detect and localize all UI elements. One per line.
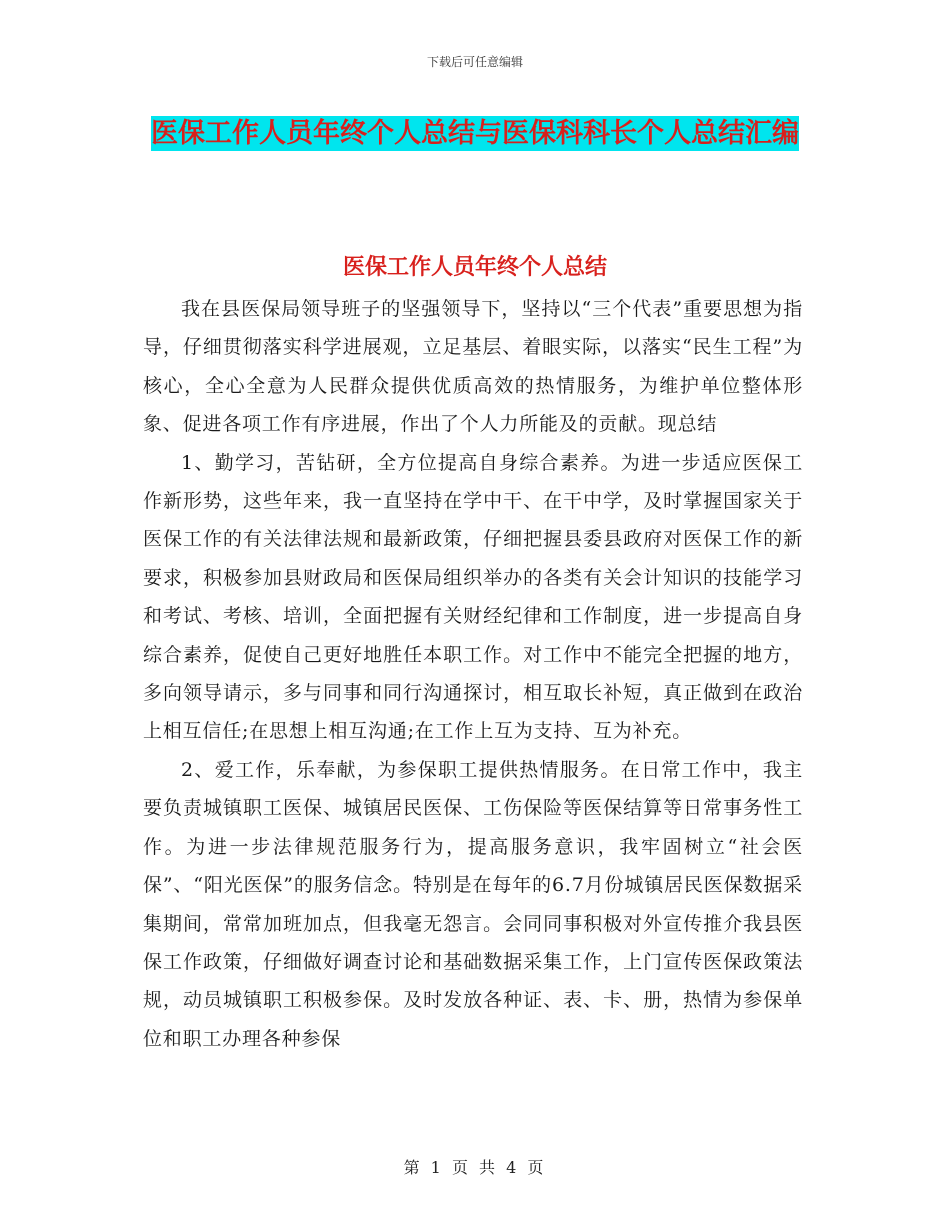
paragraph-work: 2、爱工作，乐奉献，为参保职工提供热情服务。在日常工作中，我主要负责城镇职工医保、城镇居民医保、工伤保险等医保结算等日常事务性工作。为进一步法律规范服务行为，提高服务意识，我牢固树立“社会医保”、“阳光医保”的服务信念。特别是在每年的6.7月份城镇居民医保数据采集期间，常常加班加点，但我毫无怨言。会同同事积极对外宣传推介我县医保工作政策，仔细做好调查讨论和基础数据采集工作，上门宣传医保政策法规，动员城镇职工积极参保。及时发放各种证、表、卡、册，热情为参保单位和职工办理各种参保 [143, 758, 803, 1050]
paragraph-study: 1、勤学习，苦钻研，全方位提高自身综合素养。为进一步适应医保工作新形势，这些年来，我一直坚持在学中干、在干中学，及时掌握国家关于医保工作的有关法律法规和最新政策，仔细把握县委县政府对医保工作的新要求，积极参加县财政局和医保局组织举办的各类有关会计知识的技能学习和考试、考核、培训，全面把握有关财经纪律和工作制度，进一步提高自身综合素养，促使自己更好地胜任本职工作。对工作中不能完全把握的地方，多向领导请示，多与同事和同行沟通探讨，相互取长补短，真正做到在政治上相互信任;在思想上相互沟通;在工作上互为支持、互为补充。 [143, 451, 803, 743]
document-body [143, 290, 803, 1058]
header-note: 下载后可任意编辑 [426, 55, 523, 69]
page-footer: 第 1 页 共 4 页 [403, 1158, 547, 1177]
document-title [150, 110, 800, 158]
section-title: 医保工作人员年终个人总结 [342, 255, 607, 280]
paragraph-intro: 我在县医保局领导班子的坚强领导下，坚持以“三个代表”重要思想为指导，仔细贯彻落实科学进展观，立足基层、着眼实际，以落实“民生工程”为核心，全心全意为人民群众提供优质高效的热情服务，为维护单位整体形象、促进各项工作有序进展，作出了个人力所能及的贡献。现总结 [143, 298, 803, 436]
document-title-text: 医保工作人员年终个人总结与医保科科长个人总结汇编 [151, 118, 799, 149]
